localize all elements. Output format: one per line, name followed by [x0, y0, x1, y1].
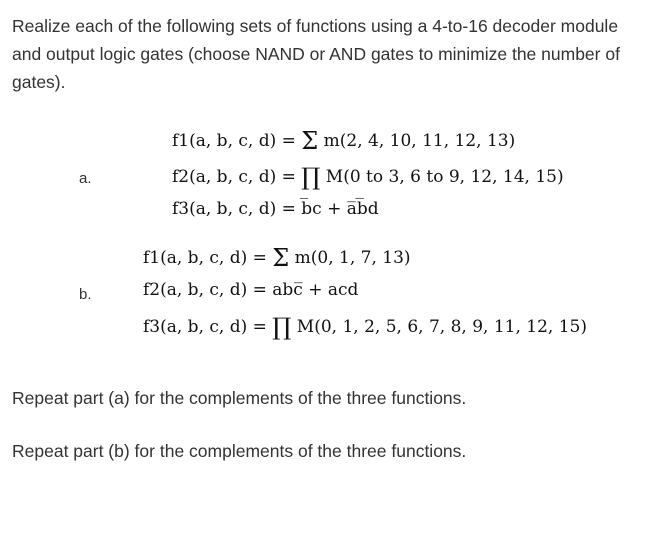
part-b-f2-rhs: abc̅ + acd — [272, 280, 359, 300]
part-b-f1-rhs: m(0, 1, 7, 13) — [294, 248, 411, 268]
part-b-f3-operator: ∏ — [272, 313, 292, 341]
part-a-f2-lhs: f2(a, b, c, d) = — [172, 167, 296, 187]
part-b-f1-lhs: f1(a, b, c, d) = — [143, 248, 267, 268]
part-a-f3-equation — [172, 199, 379, 219]
part-b-f2-lhs: f2(a, b, c, d) = — [143, 280, 267, 300]
problem-intro: Realize each of the following sets of functions using a 4-to-16 decoder module and output logic gates (choose NAND or AND gates to minimize the number of gates). — [12, 16, 620, 92]
repeat-part-a-text: Repeat part (a) for the complements of the three functions. — [12, 388, 467, 408]
part-a-label: a. — [79, 170, 92, 187]
part-a-f2-equation — [172, 163, 564, 191]
part-b-label: b. — [79, 286, 92, 303]
part-b-f1-operator: Σ — [272, 244, 290, 272]
part-b-f2-equation — [143, 280, 358, 300]
part-a-f2-operator: ∏ — [301, 163, 321, 191]
part-b-f3-lhs: f3(a, b, c, d) = — [143, 317, 267, 337]
part-a-f2-rhs: M(0 to 3, 6 to 9, 12, 14, 15) — [325, 167, 564, 187]
part-b-f1-equation — [143, 244, 411, 272]
part-a-f1-operator: Σ — [301, 127, 319, 155]
part-a-f3-lhs: f3(a, b, c, d) = — [172, 199, 296, 219]
repeat-part-b-text: Repeat part (b) for the complements of the three functions. — [12, 441, 467, 461]
part-b-f3-rhs: M(0, 1, 2, 5, 6, 7, 8, 9, 11, 12, 15) — [296, 317, 587, 337]
part-b-f3-equation — [143, 313, 587, 341]
part-a-f1-lhs: f1(a, b, c, d) = — [172, 131, 296, 151]
part-a-f1-equation — [172, 127, 515, 155]
part-a-f1-rhs: m(2, 4, 10, 11, 12, 13) — [323, 131, 516, 151]
part-a-f3-rhs: b̅c + a̅b̅d — [301, 199, 379, 219]
